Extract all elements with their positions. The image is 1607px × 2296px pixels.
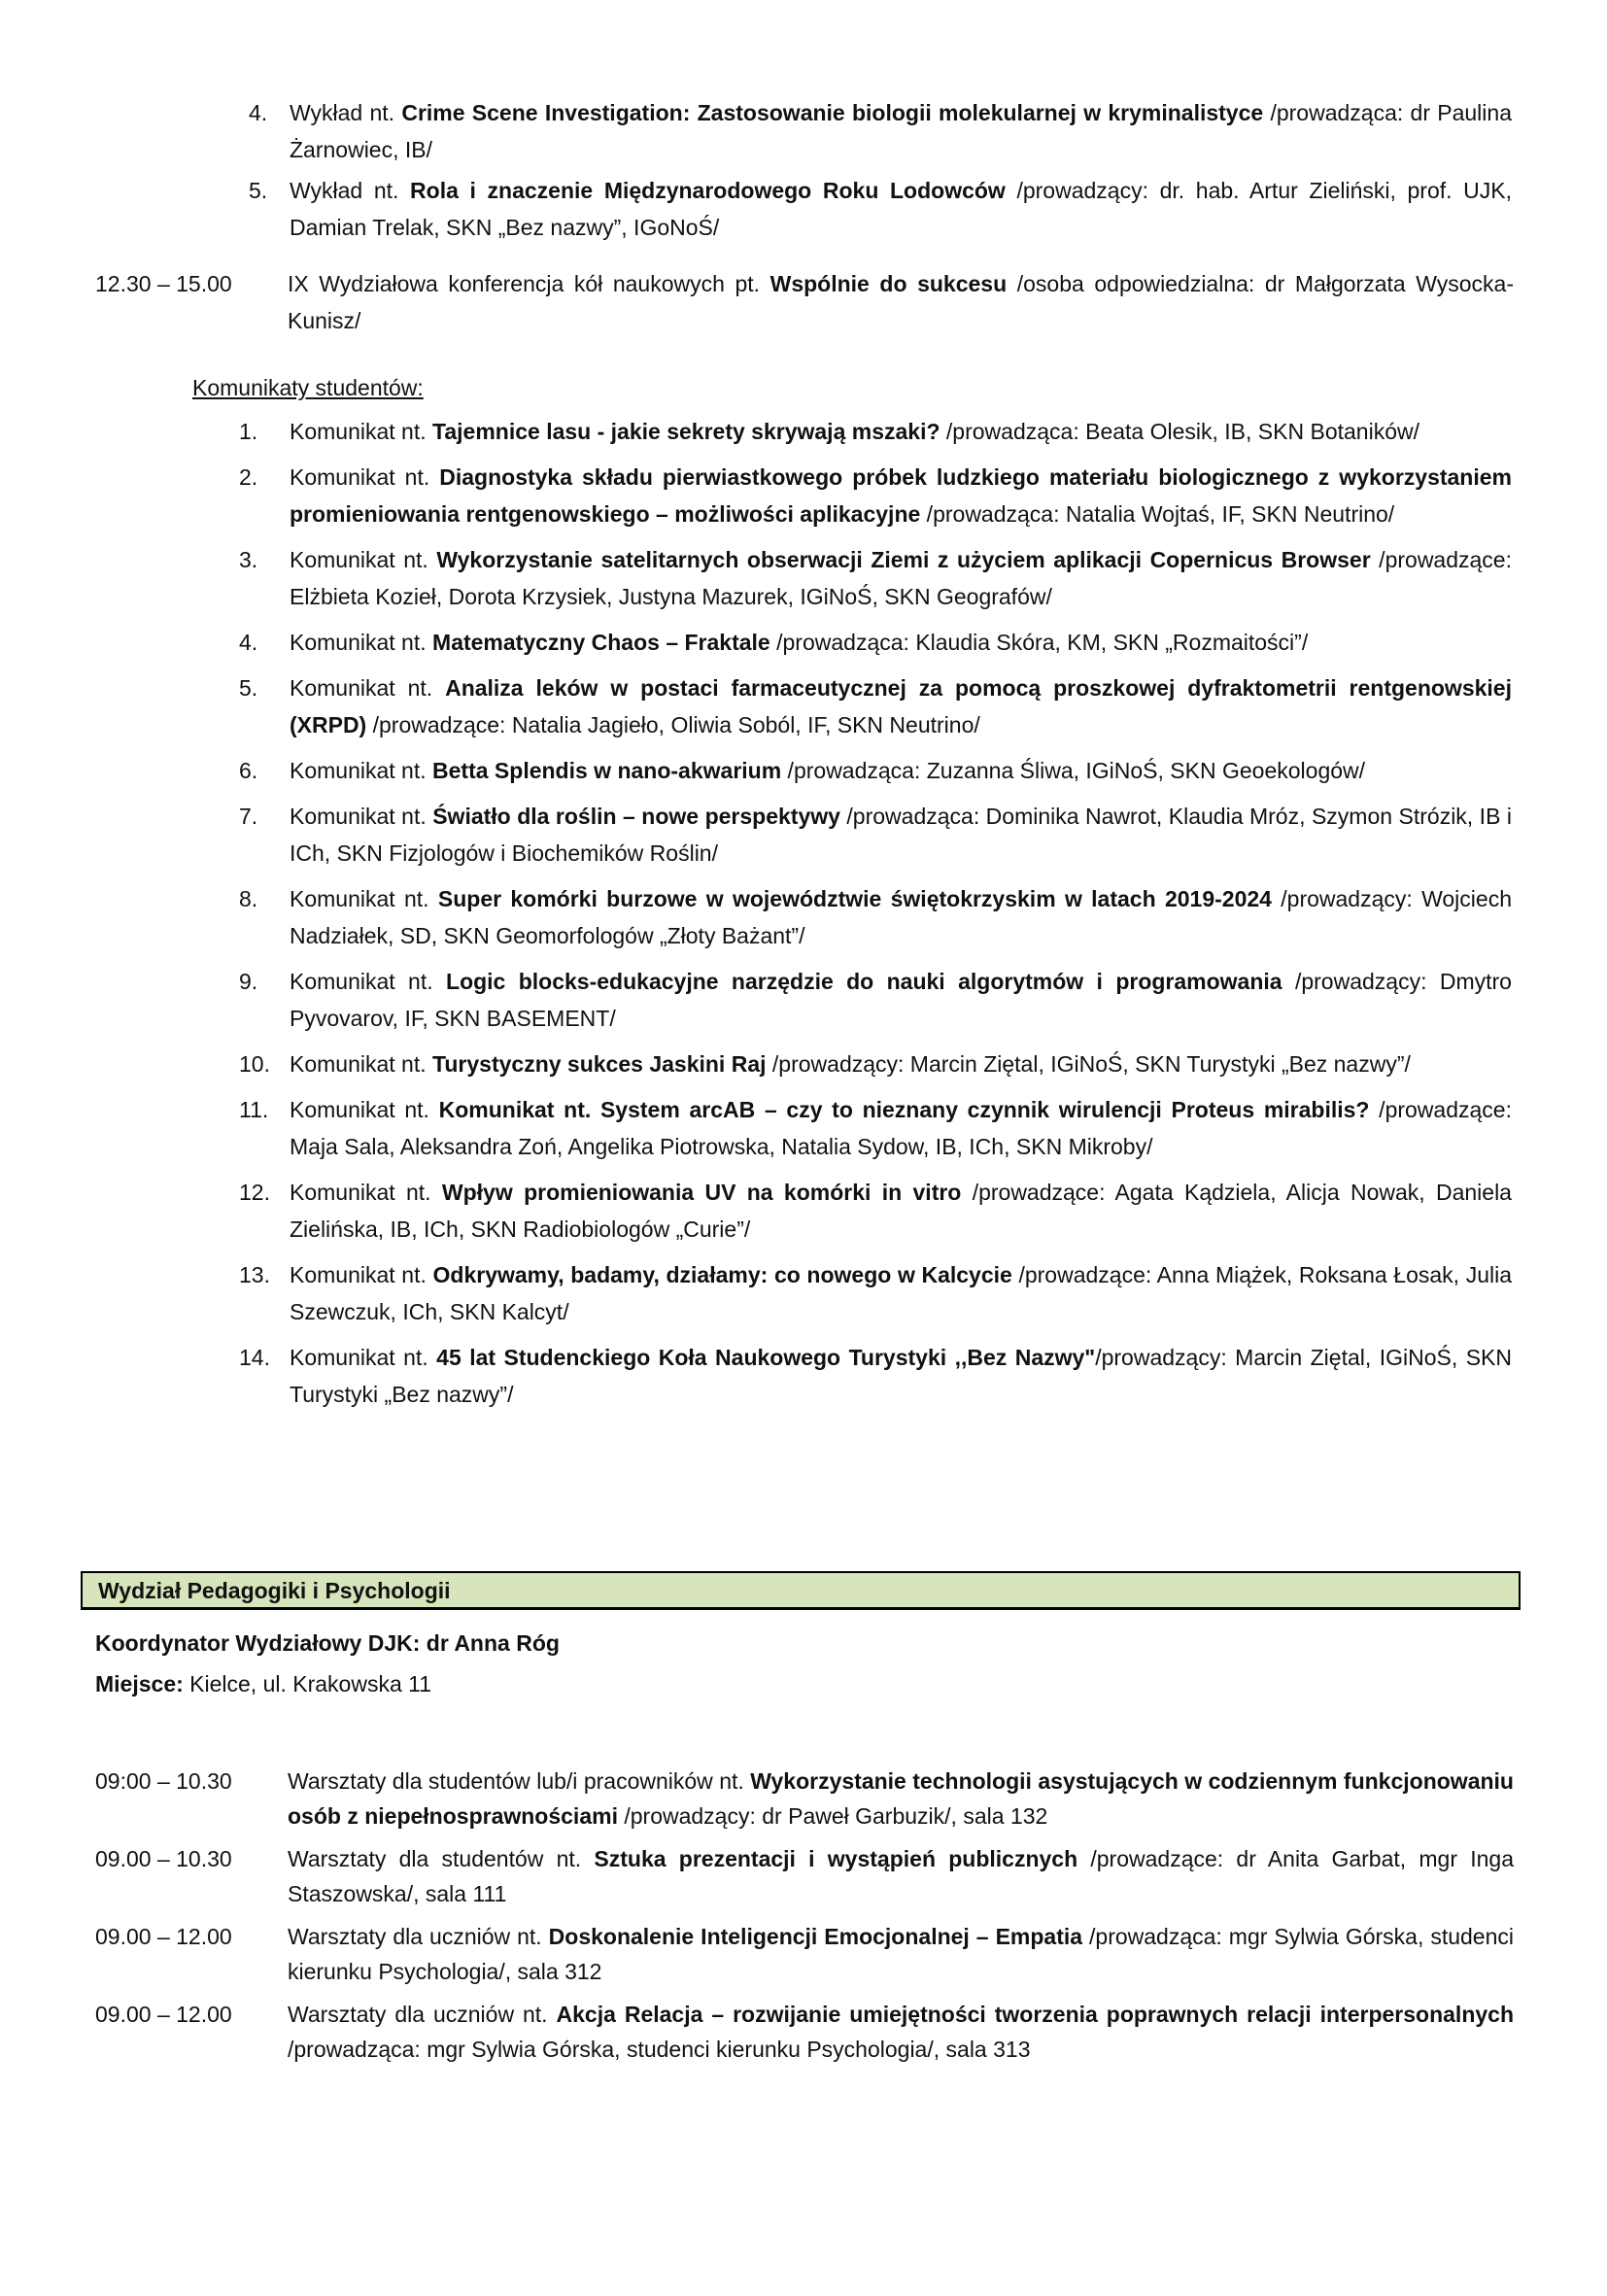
item-details: /prowadzące: Anna Miążek, Roksana Łosak, Julia Szewczuk, ICh, SKN Kalcyt/ bbox=[290, 1262, 1512, 1324]
item-number: 2. bbox=[239, 464, 258, 490]
komunikaty-list bbox=[239, 413, 1512, 1422]
session-prefix: IX Wydziałowa konferencja kół naukowych pt. bbox=[288, 271, 770, 296]
workshop-list bbox=[95, 1764, 1514, 2074]
lecture-list bbox=[249, 94, 1512, 250]
session-details: /osoba odpowiedzialna: dr Małgorzata Wysocka-Kunisz/ bbox=[288, 271, 1515, 333]
item-details: /prowadząca: Dominika Nawrot, Klaudia Mróz, Szymon Strózik, IB i ICh, SKN Fizjologów i Biochemików Roślin/ bbox=[290, 804, 1513, 866]
item-number: 9. bbox=[239, 969, 258, 994]
item-title: Wykorzystanie satelitarnych obserwacji Ziemi z użyciem aplikacji Copernicus Browser bbox=[436, 547, 1371, 572]
item-title: Matematyczny Chaos – Fraktale bbox=[432, 630, 770, 655]
komunikat-item bbox=[239, 624, 1512, 661]
item-number: 8. bbox=[239, 886, 258, 911]
item-number: 5. bbox=[239, 675, 258, 701]
workshop-title: Akcja Relacja – rozwijanie umiejętności tworzenia poprawnych relacji interpersonalnych bbox=[556, 2002, 1514, 2027]
item-details: /prowadzące: Agata Kądziela, Alicja Nowak, Daniela Zielińska, IB, ICh, SKN Radiobiologów „Curie”/ bbox=[290, 1180, 1512, 1242]
item-prefix: Komunikat nt. bbox=[290, 1097, 439, 1122]
item-details: /prowadzący: Marcin Ziętal, IGiNoŚ, SKN Turystyki „Bez nazwy”/ bbox=[290, 1345, 1512, 1407]
faculty-place bbox=[95, 1667, 431, 1700]
komunikat-item bbox=[239, 880, 1512, 954]
item-details: /prowadząca: Zuzanna Śliwa, IGiNoŚ, SKN Geoekologów/ bbox=[781, 758, 1366, 783]
item-title: Logic blocks-edukacyjne narzędzie do nauki algorytmów i programowania bbox=[446, 969, 1282, 994]
item-prefix: Komunikat nt. bbox=[290, 464, 440, 490]
item-prefix: Komunikat nt. bbox=[290, 758, 433, 783]
item-title: Komunikat nt. System arcAB – czy to nieznany czynnik wirulencji Proteus mirabilis? bbox=[438, 1097, 1370, 1122]
komunikat-item bbox=[239, 798, 1512, 872]
item-number: 3. bbox=[239, 547, 258, 572]
item-details: /prowadzący: dr. hab. Artur Zieliński, prof. UJK, Damian Trelak, SKN „Bez nazwy”, IGoNoŚ/ bbox=[290, 178, 1512, 240]
workshop-details: /prowadzący: dr Paweł Garbuzik/, sala 132 bbox=[617, 1803, 1048, 1829]
item-title: Wpływ promieniowania UV na komórki in vitro bbox=[441, 1180, 962, 1205]
workshop-details: /prowadzące: dr Anita Garbat, mgr Inga Staszowska/, sala 111 bbox=[288, 1846, 1515, 1906]
item-prefix: Komunikat nt. bbox=[290, 1180, 442, 1205]
komunikat-item bbox=[239, 1256, 1512, 1330]
item-title: Super komórki burzowe w województwie świętokrzyskim w latach 2019-2024 bbox=[437, 886, 1272, 911]
workshop-time: 09.00 – 12.00 bbox=[95, 2002, 232, 2027]
item-title: Betta Splendis w nano-akwarium bbox=[432, 758, 782, 783]
komunikat-item bbox=[239, 669, 1512, 743]
item-number: 13. bbox=[239, 1262, 270, 1287]
item-prefix: Wykład nt. bbox=[290, 178, 411, 203]
faculty-header: Wydział Pedagogiki i Psychologii bbox=[81, 1571, 1521, 1610]
item-prefix: Komunikat nt. bbox=[290, 1345, 437, 1370]
item-title: Światło dla roślin – nowe perspektywy bbox=[432, 804, 840, 829]
session-title: Wspólnie do sukcesu bbox=[769, 271, 1008, 296]
session-time: 12.30 – 15.00 bbox=[95, 271, 232, 296]
item-number: 4. bbox=[239, 630, 258, 655]
workshop-prefix: Warsztaty dla uczniów nt. bbox=[288, 1924, 549, 1949]
item-number: 7. bbox=[239, 804, 258, 829]
workshop-time: 09:00 – 10.30 bbox=[95, 1768, 232, 1794]
item-prefix: Komunikat nt. bbox=[290, 969, 447, 994]
item-prefix: Komunikat nt. bbox=[290, 630, 433, 655]
item-number: 5. bbox=[249, 178, 268, 203]
item-prefix: Komunikat nt. bbox=[290, 675, 446, 701]
komunikat-item bbox=[239, 1339, 1512, 1413]
komunikat-item bbox=[239, 963, 1512, 1037]
item-title: Tajemnice lasu - jakie sekrety skrywają mszaki? bbox=[432, 419, 940, 444]
item-details: /prowadzący: Marcin Ziętal, IGiNoŚ, SKN Turystyki „Bez nazwy”/ bbox=[766, 1051, 1411, 1077]
workshop-time: 09.00 – 10.30 bbox=[95, 1846, 232, 1871]
item-details: /prowadzący: Dmytro Pyvovarov, IF, SKN BASEMENT/ bbox=[290, 969, 1512, 1031]
workshop-item bbox=[95, 1997, 1514, 2067]
komunikat-item bbox=[239, 1091, 1512, 1165]
item-details: /prowadząca: Klaudia Skóra, KM, SKN „Rozmaitości”/ bbox=[769, 630, 1309, 655]
item-details: /prowadząca: Beata Olesik, IB, SKN Botaników/ bbox=[940, 419, 1419, 444]
komunikaty-heading: Komunikaty studentów: bbox=[192, 375, 424, 400]
workshop-title: Wykorzystanie technologii asystujących w codziennym funkcjonowaniu osób z niepełnosprawnościami bbox=[288, 1768, 1514, 1829]
workshop-title: Sztuka prezentacji i wystąpień publicznych bbox=[594, 1846, 1078, 1871]
item-title: 45 lat Studenckiego Koła Naukowego Turystyki ,,Bez Nazwy" bbox=[436, 1345, 1096, 1370]
komunikat-item bbox=[239, 413, 1512, 450]
item-title: Analiza leków w postaci farmaceutycznej za pomocą proszkowej dyfraktometrii rentgenowskiej (XRPD) bbox=[290, 675, 1512, 737]
workshop-details: /prowadząca: mgr Sylwia Górska, studenci kierunku Psychologia/, sala 312 bbox=[288, 1924, 1514, 1984]
item-title: Odkrywamy, badamy, działamy: co nowego w Kalcycie bbox=[432, 1262, 1012, 1287]
komunikat-item bbox=[239, 459, 1512, 532]
item-prefix: Komunikat nt. bbox=[290, 886, 438, 911]
item-number: 10. bbox=[239, 1051, 270, 1077]
item-details: /prowadzące: Maja Sala, Aleksandra Zoń, Angelika Piotrowska, Natalia Sydow, IB, ICh, SKN Mikroby/ bbox=[290, 1097, 1512, 1159]
komunikat-item bbox=[239, 541, 1512, 615]
workshop-prefix: Warsztaty dla studentów lub/i pracowników nt. bbox=[288, 1768, 751, 1794]
workshop-prefix: Warsztaty dla studentów nt. bbox=[288, 1846, 595, 1871]
item-title: Crime Scene Investigation: Zastosowanie biologii molekularnej w kryminalistyce bbox=[401, 100, 1264, 125]
lecture-item bbox=[249, 172, 1512, 246]
item-title: Diagnostyka składu pierwiastkowego próbek ludzkiego materiału biologicznego z wykorzystaniem promieniowania rentgenowskiego – możliwości aplikacyjne bbox=[290, 464, 1512, 527]
workshop-time: 09.00 – 12.00 bbox=[95, 1924, 232, 1949]
item-number: 1. bbox=[239, 419, 258, 444]
item-prefix: Komunikat nt. bbox=[290, 804, 433, 829]
komunikat-item bbox=[239, 1045, 1512, 1082]
item-number: 14. bbox=[239, 1345, 270, 1370]
workshop-item bbox=[95, 1919, 1514, 1989]
item-number: 4. bbox=[249, 100, 268, 125]
item-number: 12. bbox=[239, 1180, 270, 1205]
item-number: 6. bbox=[239, 758, 258, 783]
komunikat-item bbox=[239, 752, 1512, 789]
place-label: Miejsce: bbox=[95, 1671, 184, 1696]
item-details: /prowadzący: Wojciech Nadziałek, SD, SKN Geomorfologów „Złoty Bażant”/ bbox=[290, 886, 1512, 948]
workshop-item bbox=[95, 1764, 1514, 1833]
item-prefix: Komunikat nt. bbox=[290, 1051, 433, 1077]
place-value: Kielce, ul. Krakowska 11 bbox=[183, 1671, 432, 1696]
item-title: Turystyczny sukces Jaskini Raj bbox=[432, 1051, 767, 1077]
item-details: /prowadzące: Elżbieta Kozieł, Dorota Krzysiek, Justyna Mazurek, IGiNoŚ, SKN Geografów/ bbox=[290, 547, 1512, 609]
workshop-prefix: Warsztaty dla uczniów nt. bbox=[288, 2002, 557, 2027]
lecture-item bbox=[249, 94, 1512, 168]
faculty-coordinator: Koordynator Wydziałowy DJK: dr Anna Róg bbox=[95, 1630, 560, 1656]
item-prefix: Komunikat nt. bbox=[290, 547, 437, 572]
item-details: /prowadzące: Natalia Jagieło, Oliwia Soból, IF, SKN Neutrino/ bbox=[366, 712, 980, 737]
item-prefix: Komunikat nt. bbox=[290, 1262, 433, 1287]
item-prefix: Wykład nt. bbox=[290, 100, 402, 125]
komunikat-item bbox=[239, 1174, 1512, 1248]
item-details: /prowadząca: Natalia Wojtaś, IF, SKN Neutrino/ bbox=[920, 501, 1395, 527]
conference-session bbox=[95, 265, 1514, 339]
workshop-item bbox=[95, 1841, 1514, 1911]
workshop-title: Doskonalenie Inteligencji Emocjonalnej – Empatia bbox=[548, 1924, 1083, 1949]
item-prefix: Komunikat nt. bbox=[290, 419, 433, 444]
item-details: /prowadząca: dr Paulina Żarnowiec, IB/ bbox=[290, 100, 1512, 162]
workshop-details: /prowadząca: mgr Sylwia Górska, studenci kierunku Psychologia/, sala 313 bbox=[288, 2037, 1031, 2062]
item-number: 11. bbox=[239, 1097, 269, 1122]
item-title: Rola i znaczenie Międzynarodowego Roku Lodowców bbox=[410, 178, 1006, 203]
